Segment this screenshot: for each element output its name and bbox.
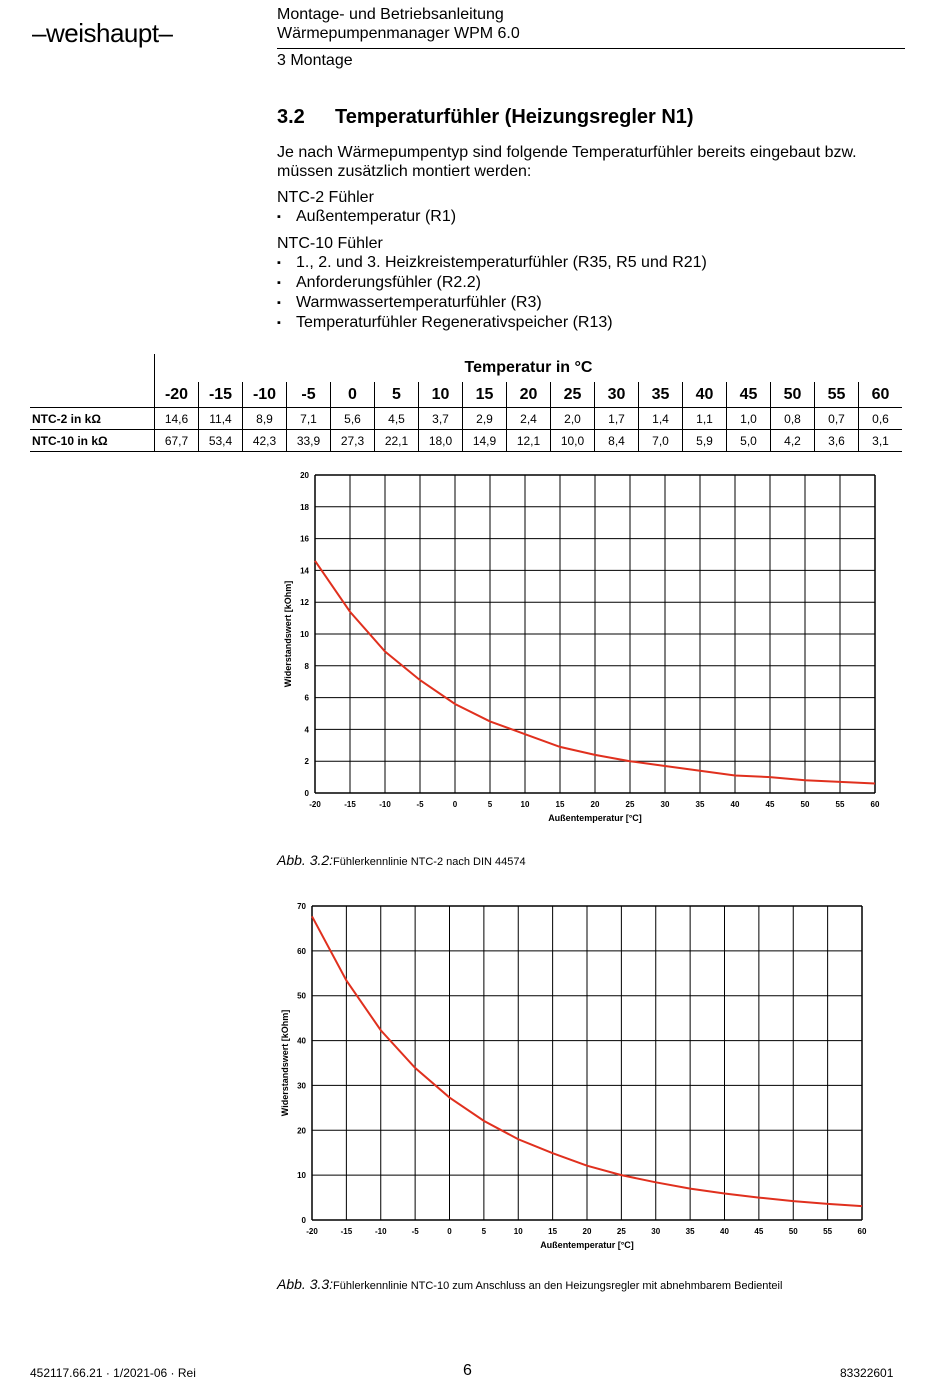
y-tick-label: 0 — [301, 1216, 306, 1225]
table-cell: 12,1 — [507, 430, 551, 452]
sensor-resistance-table — [30, 354, 902, 452]
table-row — [30, 408, 902, 430]
table-cell: 3,1 — [859, 430, 903, 452]
table-cell: 0,8 — [771, 408, 815, 430]
y-tick-label: 10 — [297, 1171, 306, 1181]
temperature-cell: 25 — [551, 382, 595, 408]
temperature-cell: 40 — [683, 382, 727, 408]
list-item: ▪ Anforderungsfühler (R2.2) — [277, 273, 897, 293]
row-label: NTC-10 in kΩ — [30, 430, 155, 452]
section-title: Temperaturfühler (Heizungsregler N1) — [335, 106, 694, 128]
temperature-cell: 30 — [595, 382, 639, 408]
grid — [315, 475, 875, 793]
table-cell: 2,4 — [507, 408, 551, 430]
table-cell: 1,7 — [595, 408, 639, 430]
table-cell: 7,1 — [287, 408, 331, 430]
x-tick-label: 25 — [625, 800, 635, 809]
x-tick-label: 25 — [616, 1227, 626, 1236]
y-tick-label: 18 — [300, 502, 309, 512]
y-tick-label: 20 — [300, 471, 309, 480]
temperature-cell: 60 — [859, 382, 903, 408]
title-line-1: Montage- und Betriebsanleitung — [277, 6, 504, 23]
ntc2-list — [277, 207, 897, 227]
table-cell: 27,3 — [331, 430, 375, 452]
table-cell: 18,0 — [419, 430, 463, 452]
x-tick-label: 45 — [754, 1227, 764, 1236]
table-cell: 33,9 — [287, 430, 331, 452]
x-tick-label: 5 — [487, 800, 493, 809]
y-tick-label: 16 — [300, 534, 309, 544]
x-tick-label: -15 — [340, 1227, 353, 1236]
y-tick-label: 60 — [297, 946, 306, 956]
table-cell: 5,0 — [727, 430, 771, 452]
table-cell: 3,6 — [815, 430, 859, 452]
x-tick-label: 30 — [651, 1227, 661, 1236]
ntc10-heading: NTC-10 Fühler — [277, 235, 383, 252]
table-cell: 22,1 — [375, 430, 419, 452]
x-tick-label: -20 — [306, 1227, 318, 1236]
y-tick-label: 70 — [297, 902, 306, 911]
table-cell: 11,4 — [199, 408, 243, 430]
x-tick-label: 20 — [582, 1227, 592, 1236]
x-tick-label: -5 — [411, 1227, 419, 1236]
table-cell: 10,0 — [551, 430, 595, 452]
section-heading — [277, 106, 694, 129]
y-tick-label: 20 — [297, 1126, 306, 1136]
table-cell: 4,2 — [771, 430, 815, 452]
brand-logo: –weishaupt– — [32, 18, 173, 48]
temperature-cell: 45 — [727, 382, 771, 408]
x-tick-label: 50 — [788, 1227, 798, 1236]
section-number: 3.2 — [277, 106, 305, 128]
caption-label: Abb. 3.2: — [277, 852, 334, 868]
x-tick-label: 55 — [835, 800, 845, 809]
x-tick-label: -5 — [416, 800, 424, 809]
x-tick-label: 30 — [660, 800, 670, 809]
table-cell: 5,9 — [683, 430, 727, 452]
table-cell: 4,5 — [375, 408, 419, 430]
ntc10-chart — [270, 898, 910, 1260]
table-cell: 0,7 — [815, 408, 859, 430]
table-cell: 1,4 — [639, 408, 683, 430]
ntc10-list — [277, 253, 897, 333]
temperature-cell: -5 — [287, 382, 331, 408]
x-tick-label: -20 — [309, 800, 321, 809]
y-tick-label: 4 — [304, 725, 309, 735]
table-cell: 7,0 — [639, 430, 683, 452]
table-cell: 14,9 — [463, 430, 507, 452]
x-tick-label: 60 — [857, 1227, 867, 1236]
table-cell: 3,7 — [419, 408, 463, 430]
temperature-header-row — [30, 382, 902, 408]
page-number: 6 — [463, 1362, 472, 1379]
footer-doc-id: 452117.66.21 · 1/2021-06 · Rei — [30, 1366, 196, 1380]
x-tick-label: 15 — [548, 1227, 558, 1236]
list-item: ▪ Außentemperatur (R1) — [277, 207, 897, 227]
header-divider — [277, 48, 905, 49]
y-tick-label: 8 — [304, 661, 309, 671]
list-item: ▪ 1., 2. und 3. Heizkreistemperaturfühler (R35, R5 und R21) — [277, 253, 897, 273]
table-cell: 14,6 — [155, 408, 199, 430]
x-axis-label: Außentemperatur [°C] — [540, 1240, 634, 1250]
temperature-cell: 0 — [331, 382, 375, 408]
x-tick-label: 0 — [452, 800, 458, 809]
temperature-cell: 5 — [375, 382, 419, 408]
x-tick-label: 50 — [800, 800, 810, 809]
grid — [312, 906, 862, 1220]
intro-paragraph: Je nach Wärmepumpentyp sind folgende Temperaturfühler bereits eingebaut bzw. müssen zusätzlich montiert werden: — [277, 144, 857, 180]
x-tick-label: 35 — [695, 800, 705, 809]
x-tick-label: 0 — [447, 1227, 452, 1236]
table-cell: 53,4 — [199, 430, 243, 452]
table-cell: 2,9 — [463, 408, 507, 430]
list-item: ▪ Warmwassertemperaturfühler (R3) — [277, 293, 897, 313]
footer-code: 83322601 — [840, 1366, 894, 1380]
x-tick-label: -10 — [374, 1227, 387, 1236]
figure-caption-3-2 — [277, 852, 526, 868]
temperature-cell: 15 — [463, 382, 507, 408]
table-cell: 8,9 — [243, 408, 287, 430]
x-tick-label: 35 — [685, 1227, 695, 1236]
table-cell: 8,4 — [595, 430, 639, 452]
row-label: NTC-2 in kΩ — [30, 408, 155, 430]
y-tick-label: 14 — [300, 566, 309, 576]
y-tick-label: 2 — [304, 757, 309, 767]
y-tick-label: 40 — [297, 1036, 306, 1046]
temperature-cell: 35 — [639, 382, 683, 408]
x-tick-label: 5 — [481, 1227, 487, 1236]
ntc2-chart — [270, 468, 910, 833]
table-cell: 0,6 — [859, 408, 903, 430]
logo-text: weishaupt — [45, 18, 159, 48]
x-tick-label: 10 — [513, 1227, 523, 1236]
table-cell: 2,0 — [551, 408, 595, 430]
temperature-cell: -15 — [199, 382, 243, 408]
document-title — [277, 5, 520, 43]
y-tick-label: 30 — [297, 1081, 306, 1091]
ntc2-heading: NTC-2 Fühler — [277, 189, 374, 206]
chapter-label: 3 Montage — [277, 52, 353, 69]
x-tick-label: 45 — [765, 800, 775, 809]
temperature-cell: -20 — [155, 382, 199, 408]
caption-text: Fühlerkennlinie NTC-10 zum Anschluss an den Heizungsregler mit abnehmbarem Bedienteil — [333, 1280, 783, 1292]
table-header: Temperatur in °C — [155, 354, 903, 382]
y-tick-label: 50 — [297, 991, 306, 1001]
table-cell: 1,0 — [727, 408, 771, 430]
title-line-2: Wärmepumpenmanager WPM 6.0 — [277, 25, 520, 42]
y-tick-label: 0 — [304, 789, 309, 798]
x-tick-label: -15 — [344, 800, 356, 809]
x-tick-label: 40 — [720, 1227, 729, 1236]
x-tick-label: 60 — [870, 800, 880, 809]
x-axis-label: Außentemperatur [°C] — [548, 813, 642, 823]
x-tick-label: 40 — [730, 800, 740, 809]
temperature-cell: -10 — [243, 382, 287, 408]
y-tick-label: 10 — [300, 630, 309, 639]
ntc10-block — [277, 234, 897, 333]
x-tick-label: 20 — [590, 800, 600, 809]
ntc2-block — [277, 188, 897, 227]
y-tick-label: 12 — [300, 598, 309, 608]
list-item: ▪ Temperaturfühler Regenerativspeicher (R13) — [277, 313, 897, 333]
temperature-cell: 10 — [419, 382, 463, 408]
y-tick-label: 6 — [304, 693, 309, 703]
table-row — [30, 430, 902, 452]
figure-caption-3-3 — [277, 1276, 782, 1292]
table-cell: 1,1 — [683, 408, 727, 430]
x-tick-label: -10 — [379, 800, 391, 809]
x-tick-label: 55 — [823, 1227, 833, 1236]
temperature-cell: 55 — [815, 382, 859, 408]
caption-label: Abb. 3.3: — [277, 1276, 334, 1292]
x-tick-label: 15 — [555, 800, 565, 809]
temperature-cell: 20 — [507, 382, 551, 408]
y-axis-label: Widerstandswert [kOhm] — [283, 580, 293, 688]
x-tick-label: 10 — [520, 800, 530, 809]
table-cell: 5,6 — [331, 408, 375, 430]
y-axis-label: Widerstandswert [kOhm] — [280, 1009, 290, 1117]
table-cell: 67,7 — [155, 430, 199, 452]
table-cell: 42,3 — [243, 430, 287, 452]
temperature-cell: 50 — [771, 382, 815, 408]
caption-text: Fühlerkennlinie NTC-2 nach DIN 44574 — [333, 856, 526, 868]
